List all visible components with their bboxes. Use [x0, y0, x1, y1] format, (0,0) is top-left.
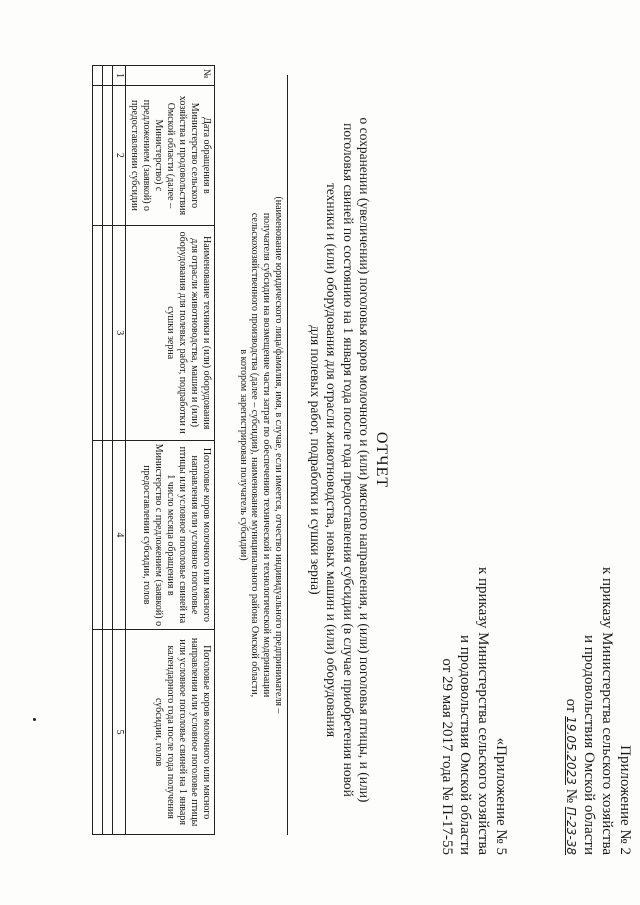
column-number-cell: 2 [113, 85, 126, 225]
empty-cell [103, 440, 113, 630]
caption-line: (наименование юридического лица/фамилия, имя, в случае, если имеется, отчество индивидуального предпринимателя – [273, 196, 284, 714]
subtitle-line: о сохранении (увеличении) поголовья коров молочного и (или) мясного направления, и (или) поголовья птицы, и (или) [357, 117, 372, 803]
empty-cell [93, 440, 103, 630]
empty-cell [103, 66, 113, 86]
header-cell-equipment-name: Наименование техники и (или) оборудования для отрасли животноводства, машин и (или) оборудования для полевых работ, подработки и сушки зерна [126, 225, 215, 440]
caption-line: в котором зарегистрирован получатель субсидии) [237, 349, 249, 561]
report-title: ОТЧЕТ [373, 431, 390, 489]
appendix-date-line [562, 555, 580, 855]
appendix-original-ministry-line: и продовольствия Омской области [457, 634, 473, 855]
column-number-cell: 4 [113, 440, 126, 630]
empty-cell [93, 66, 103, 86]
appendix-original-header [438, 555, 510, 855]
column-number-cell: 5 [113, 630, 126, 835]
date-prefix: от [563, 698, 579, 713]
table-empty-row [93, 66, 103, 835]
header-cell-number: № [126, 66, 215, 86]
number-prefix: № [563, 788, 579, 804]
caption-line: сельскохозяйственного производства (далее – субсидия), наименование муниципального района Омской области, [249, 212, 261, 698]
report-table [92, 65, 215, 835]
empty-cell [103, 225, 113, 440]
appendix-order-line: к приказу Министерства сельского хозяйства [599, 566, 615, 855]
column-number-cell: 1 [113, 66, 126, 86]
header-cell-livestock-after: Поголовье коров молочного или мясного направления или условное поголовье птицы или условное поголовье свиней на 1 января календарного года после года получения субсидии, голов [126, 630, 215, 835]
header-cell-application-date: Дата обращения в Министерство сельского хозяйства и продовольствия Омской области (далее – Министерство) с предложением (заявкой) о предоставлении субсидии [126, 85, 215, 225]
empty-cell [103, 85, 113, 225]
table-header-row [126, 66, 215, 835]
handwritten-order-number: П-23-38 [564, 806, 578, 855]
appendix-current-header [562, 555, 634, 855]
appendix-ministry-line: и продовольствия Омской области [581, 634, 597, 855]
subtitle-line: для полевых работ, подработки и сушки зерна) [307, 325, 323, 595]
appendix-original-order-line: к приказу Министерства сельского хозяйства [475, 566, 491, 855]
empty-cell [93, 630, 103, 835]
subtitle-line: техники и (или) оборудования для отрасли животноводства, новых машин и (или) оборудования [324, 182, 340, 738]
column-number-cell: 3 [113, 225, 126, 440]
caption-line: получателя субсидии на возмещение части затрат по обеспечению технической и технологической модернизации [261, 212, 273, 698]
handwritten-date: 19.05.2023 [564, 716, 578, 785]
table-empty-row [103, 66, 113, 835]
appendix-original-number: «Приложение № 5 [493, 737, 509, 855]
empty-cell [103, 630, 113, 835]
empty-cell [93, 225, 103, 440]
empty-cell [93, 85, 103, 225]
appendix-number: Приложение № 2 [617, 745, 633, 855]
report-subtitle [306, 60, 372, 860]
recipient-name-caption [237, 90, 284, 820]
table-column-number-row [113, 66, 126, 835]
recipient-name-line [287, 75, 288, 835]
appendix-original-date-line: от 29 мая 2017 года № П-17-55 [439, 658, 455, 855]
subtitle-line: поголовья свиней по состоянию на 1 января года после года предоставления субсидии (в случае приобретения новой [340, 123, 356, 797]
header-cell-livestock-before: Поголовье коров молочного или мясного направления или условное поголовье птицы или условное поголовье свиней на 1 число месяца обращения в Министерство с предложением (заявкой) о предоставлении субсидии, голов [126, 440, 215, 630]
